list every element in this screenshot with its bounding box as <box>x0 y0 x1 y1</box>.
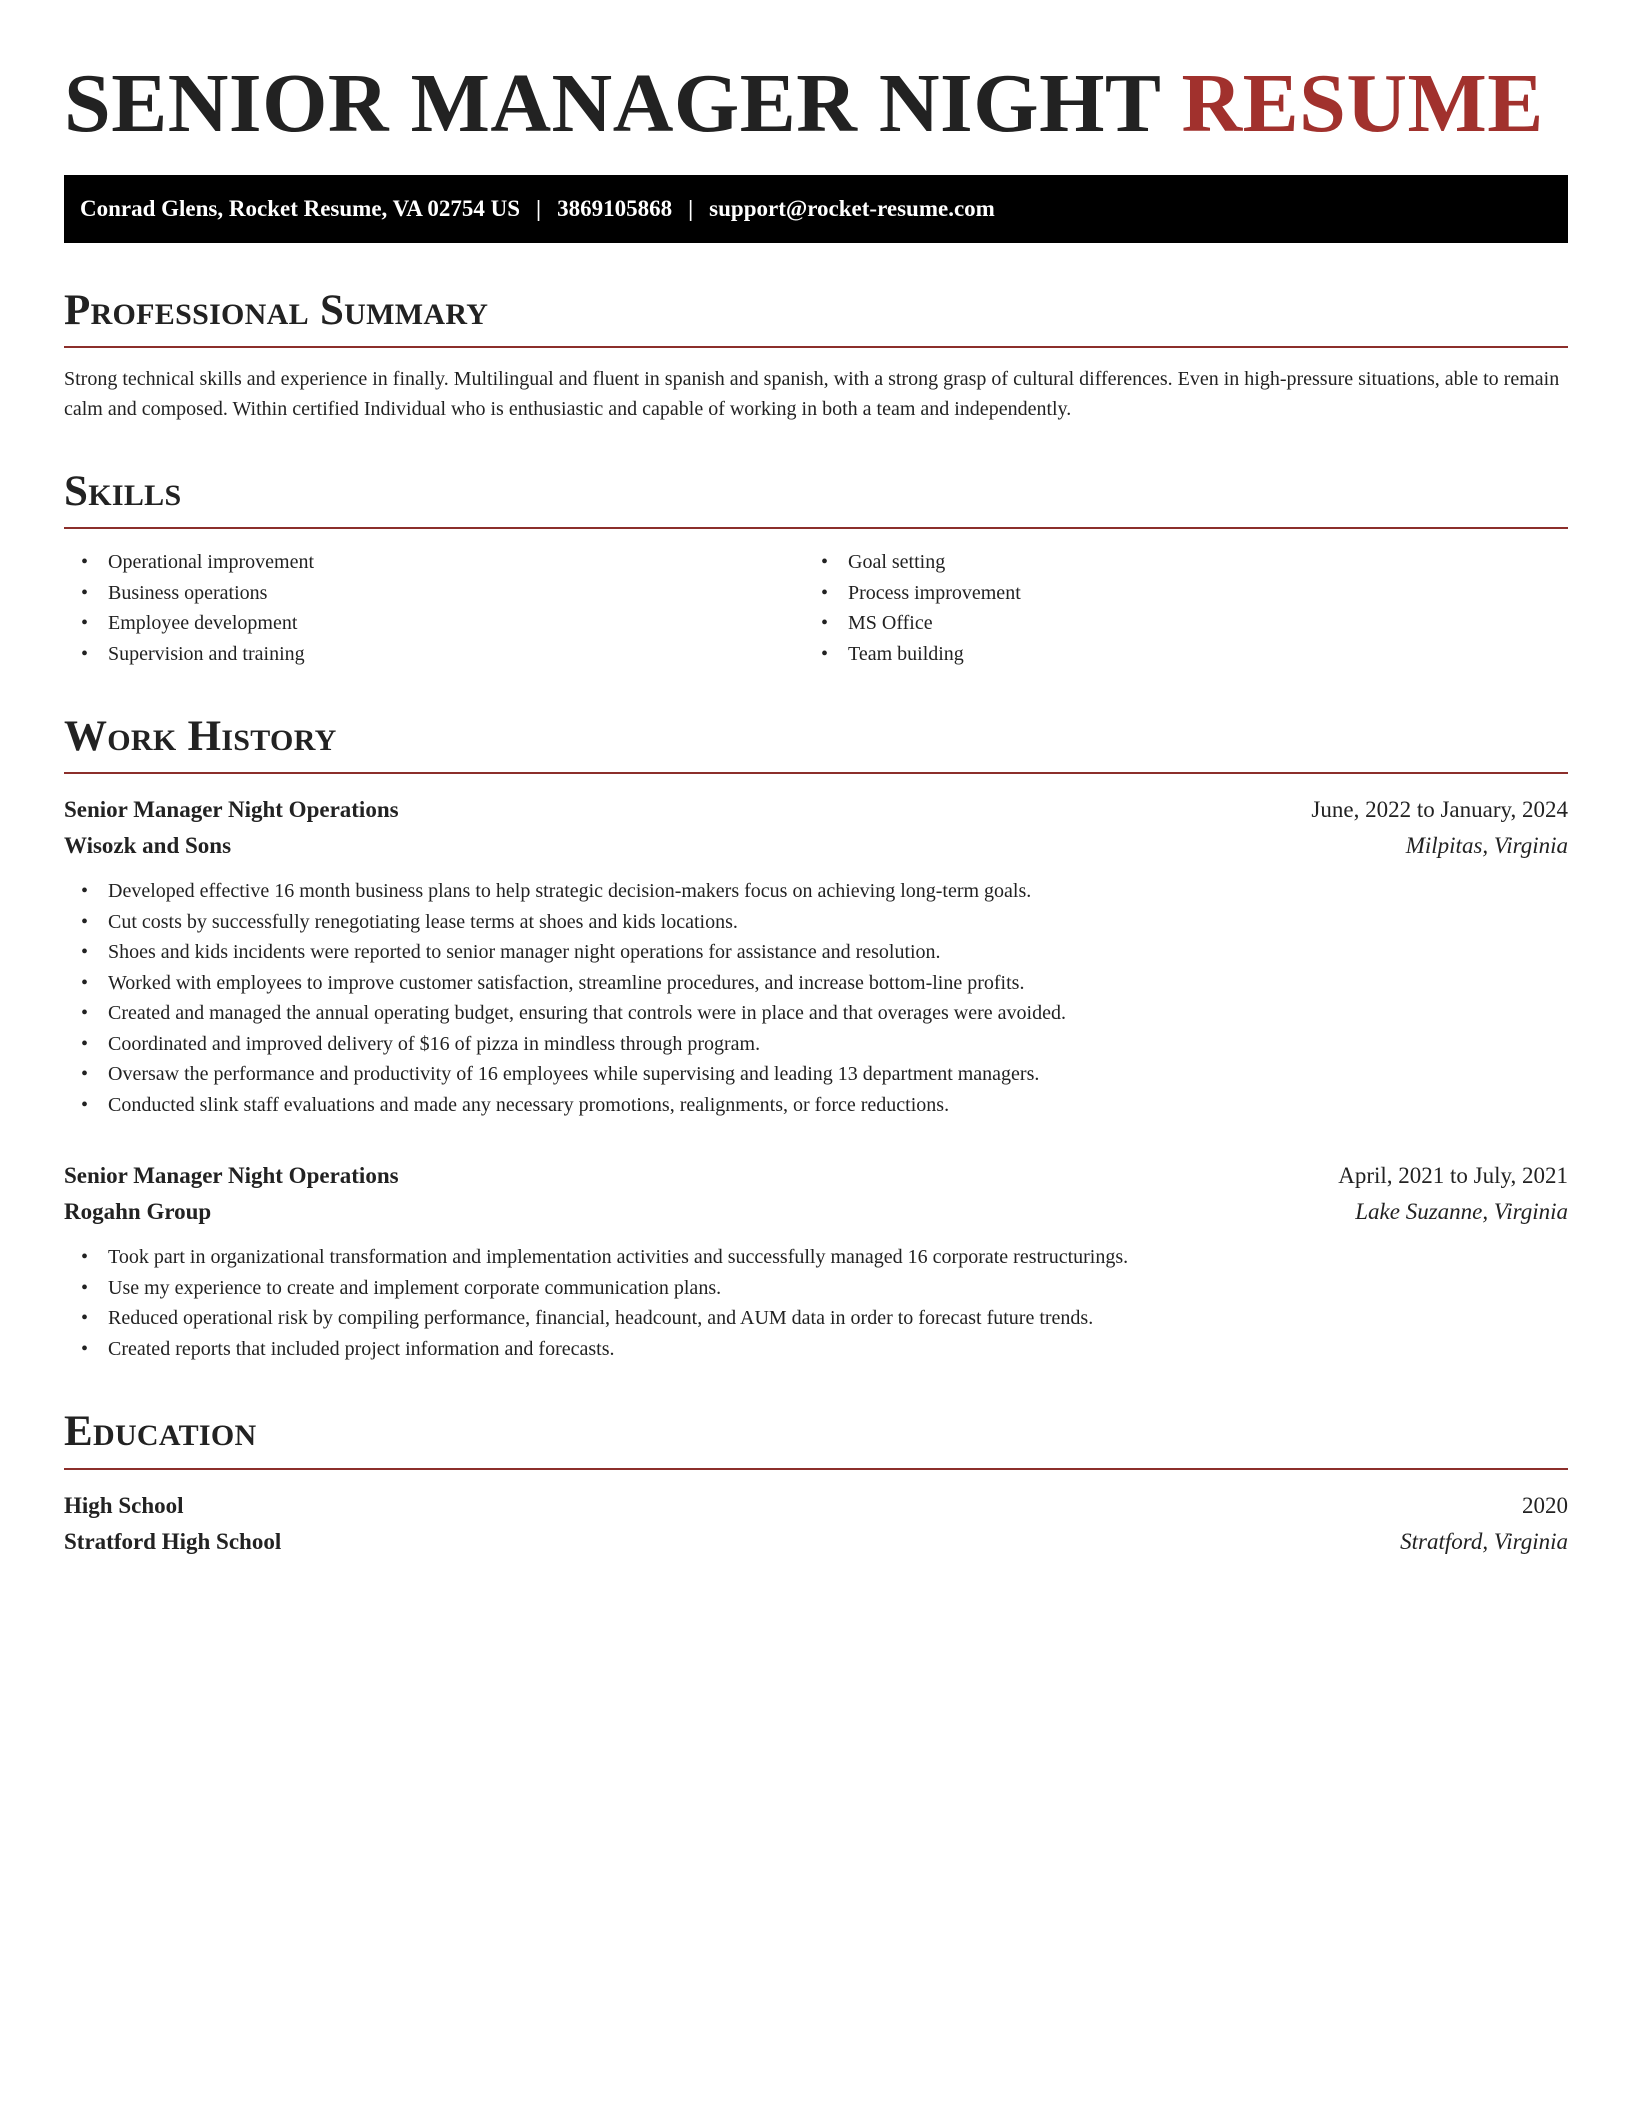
job-entry <box>64 792 1568 1120</box>
summary-text: Strong technical skills and experience in finally. Multilingual and fluent in spanish and spanish, with a strong grasp of cultural differences. Even in high-pressure situations, able to remain calm and composed. Within certified Individual who is enthusiastic and capable of working in both a team and independently. <box>64 367 1560 420</box>
summary-section <box>64 287 1568 424</box>
skill-item: • Operational improvement <box>64 547 804 578</box>
skill-item: • Employee development <box>64 608 804 639</box>
section-heading-education: Education <box>64 1408 1568 1469</box>
job-bullet: • Worked with employees to improve customer satisfaction, streamline procedures, and increase bottom-line profits. <box>64 968 1568 999</box>
skill-item: • Supervision and training <box>64 639 804 670</box>
job-bullet: • Coordinated and improved delivery of $16 of pizza in mindless through program. <box>64 1029 1568 1060</box>
job-company: Wisozk and Sons <box>64 833 232 859</box>
education-school-row <box>64 1524 1568 1560</box>
education-header-row <box>64 1488 1568 1524</box>
job-company-row <box>64 1194 1568 1230</box>
job-bullet: • Use my experience to create and implement corporate communication plans. <box>64 1273 1568 1304</box>
contact-email: support@rocket-resume.com <box>709 195 995 221</box>
education-entry <box>64 1488 1568 1560</box>
job-bullet: • Conducted slink staff evaluations and made any necessary promotions, realignments, or force reductions. <box>64 1090 1568 1121</box>
skills-grid <box>64 547 1568 669</box>
skill-item: • Goal setting <box>804 547 1568 578</box>
section-heading-skills: Skills <box>64 468 1568 529</box>
skill-item: • Team building <box>804 639 1568 670</box>
education-school: Stratford High School <box>64 1528 282 1554</box>
education-degree: High School <box>64 1492 184 1518</box>
job-company-row <box>64 828 1568 864</box>
section-heading-summary: Professional Summary <box>64 287 1568 348</box>
contact-separator: | <box>536 195 542 221</box>
skill-item: • Business operations <box>64 578 804 609</box>
resume-title <box>64 56 1568 153</box>
job-bullet: • Developed effective 16 month business plans to help strategic decision-makers focus on achieving long-term goals. <box>64 876 1568 907</box>
job-bullet: • Reduced operational risk by compiling performance, financial, headcount, and AUM data in order to forecast future trends. <box>64 1303 1568 1334</box>
contact-address: Conrad Glens, Rocket Resume, VA 02754 US <box>80 195 521 221</box>
contact-separator: | <box>688 195 694 221</box>
job-bullet: • Took part in organizational transformation and implementation activities and successfully managed 16 corporate restructurings. <box>64 1242 1568 1273</box>
skill-item: • Process improvement <box>804 578 1568 609</box>
skills-section <box>64 468 1568 669</box>
job-bullet: • Cut costs by successfully renegotiating lease terms at shoes and kids locations. <box>64 907 1568 938</box>
job-dates: April, 2021 to July, 2021 <box>1338 1163 1568 1189</box>
job-title: Senior Manager Night Operations <box>64 797 399 823</box>
work-history-section <box>64 713 1568 1364</box>
education-year: 2020 <box>1522 1492 1568 1518</box>
job-bullet: • Created reports that included project information and forecasts. <box>64 1334 1568 1365</box>
job-company: Rogahn Group <box>64 1199 212 1225</box>
title-main: SENIOR MANAGER NIGHT <box>64 57 1160 150</box>
job-title: Senior Manager Night Operations <box>64 1163 399 1189</box>
education-section <box>64 1408 1568 1559</box>
section-heading-work-history: Work History <box>64 713 1568 774</box>
skills-list-right <box>804 547 1568 669</box>
job-bullet: • Oversaw the performance and productivity of 16 employees while supervising and leading 13 department managers. <box>64 1059 1568 1090</box>
job-header-row <box>64 792 1568 828</box>
job-location: Lake Suzanne, Virginia <box>1355 1199 1568 1225</box>
job-bullet: • Created and managed the annual operating budget, ensuring that controls were in place and that overages were avoided. <box>64 998 1568 1029</box>
skill-item: • MS Office <box>804 608 1568 639</box>
job-bullets <box>64 1242 1568 1364</box>
job-bullet: • Shoes and kids incidents were reported to senior manager night operations for assistance and resolution. <box>64 937 1568 968</box>
skills-list-left <box>64 547 804 669</box>
education-location: Stratford, Virginia <box>1400 1528 1568 1554</box>
title-accent: RESUME <box>1181 57 1544 150</box>
contact-phone: 3869105868 <box>557 195 673 221</box>
job-entry <box>64 1158 1568 1364</box>
contact-bar <box>64 175 1568 243</box>
job-bullets <box>64 876 1568 1120</box>
job-header-row <box>64 1158 1568 1194</box>
job-location: Milpitas, Virginia <box>1405 833 1568 859</box>
job-dates: June, 2022 to January, 2024 <box>1311 797 1568 823</box>
